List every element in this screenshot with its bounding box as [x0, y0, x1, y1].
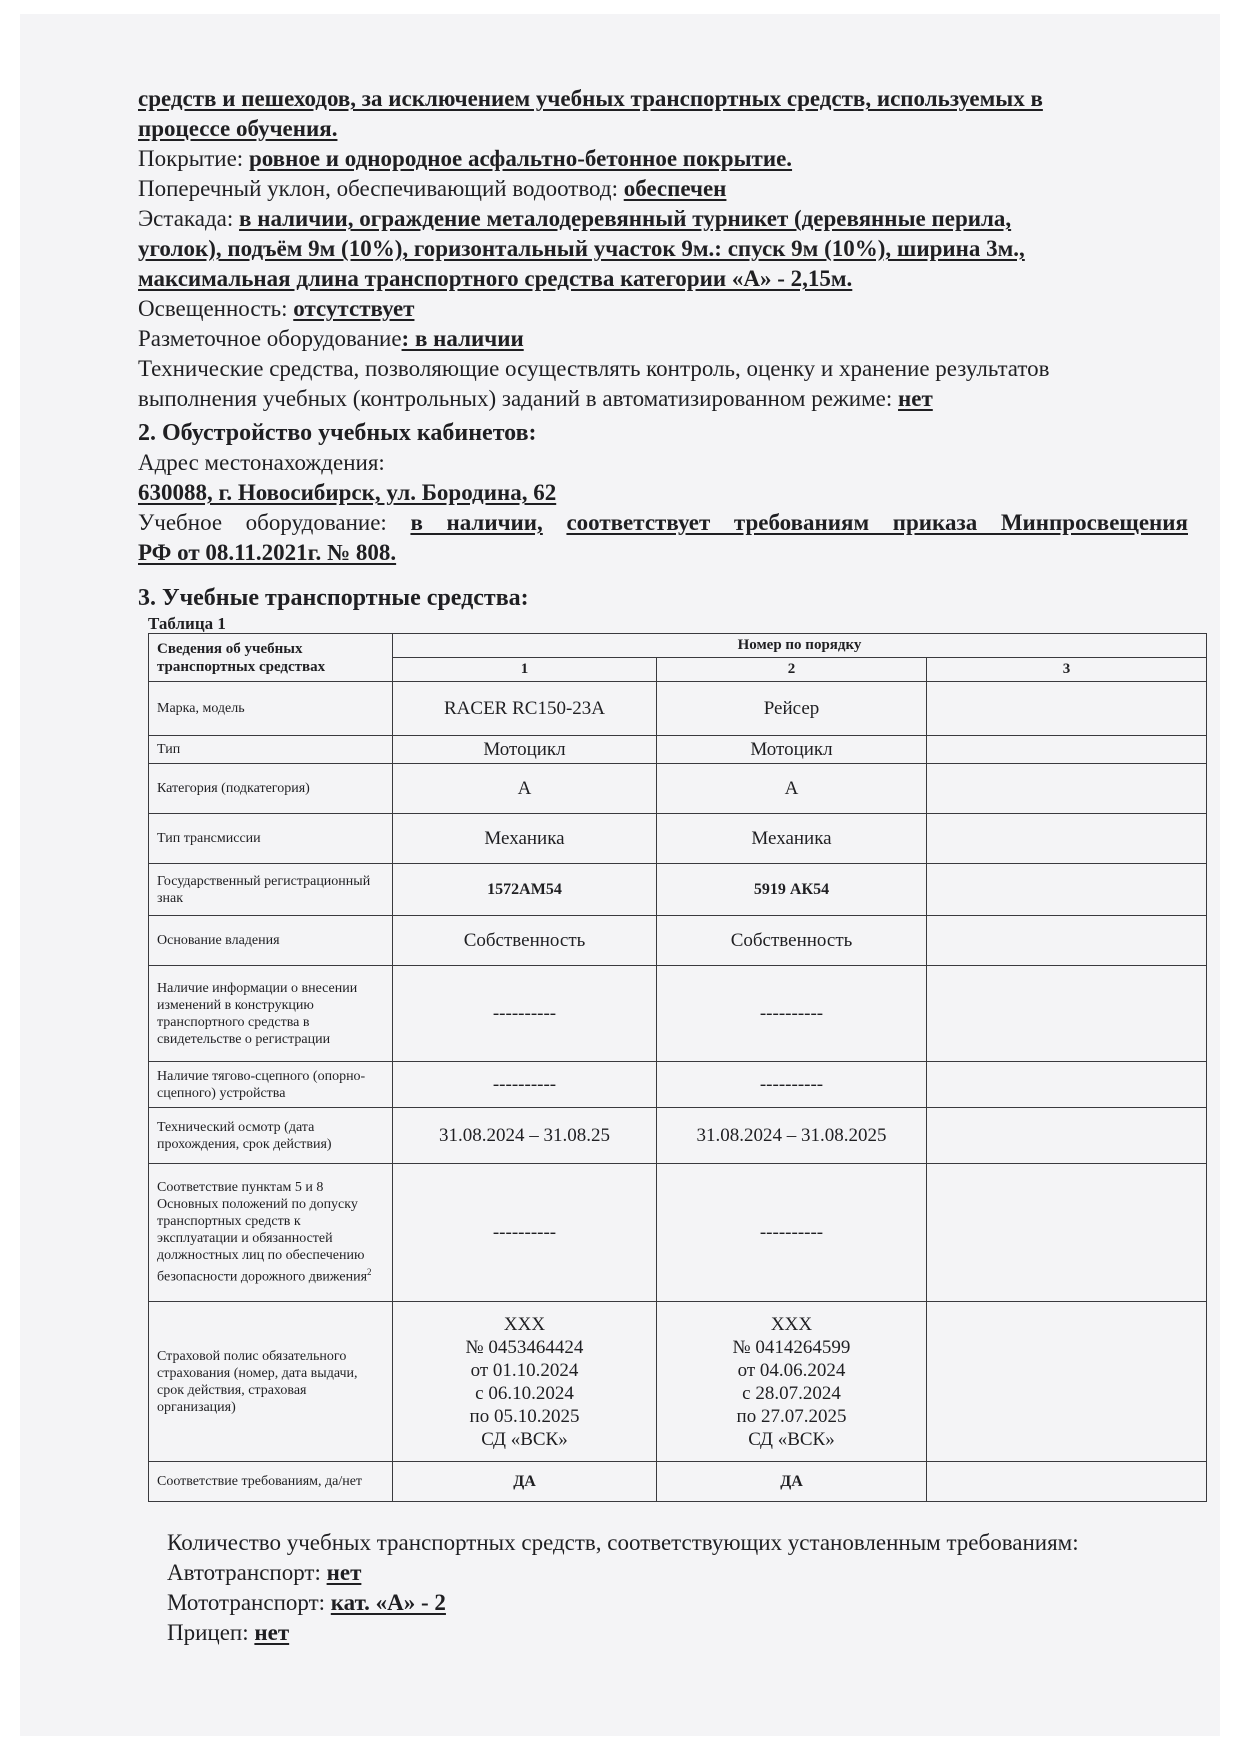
cell: 31.08.2024 – 31.08.25 [393, 1108, 657, 1164]
road-conditions-block [138, 84, 1188, 414]
text-line: средств и пешеходов, за исключением учебных транспортных средств, используемых в [138, 86, 1043, 111]
cell: Мотоцикл [393, 736, 657, 764]
text-line: процессе обучения. [138, 116, 338, 141]
moto-label: Мототранспорт: [167, 1590, 326, 1615]
row-label: Основание владения [149, 916, 393, 966]
lighting-value: отсутствует [293, 296, 415, 321]
row-label-text: Соответствие пунктам 5 и 8 Основных положений по допуску транспортных средств к эксплуатации и обязанностей должностных лиц по обеспечению безопасности дорожного движения [157, 1180, 368, 1285]
vehicles-table [148, 633, 1207, 1502]
overpass-value-2: уголок), подъём 9м (10%), горизонтальный участок 9м.: спуск 9м (10%), ширина 3м., [138, 236, 1025, 261]
marking-label: Разметочное оборудование [138, 326, 402, 351]
policy-line: по 27.07.2025 [736, 1405, 847, 1427]
cell: ---------- [393, 1164, 657, 1302]
column-header-3: 3 [927, 658, 1207, 682]
section-3-heading: 3. Учебные транспортные средства: [138, 585, 529, 611]
coating-line [138, 144, 1188, 174]
tech-label: выполнения учебных (контрольных) заданий в автоматизированном режиме: [138, 386, 893, 411]
policy-line: с 06.10.2024 [475, 1382, 574, 1404]
cell: А [393, 764, 657, 814]
cell [927, 736, 1207, 764]
cell: Мотоцикл [657, 736, 927, 764]
cell: ---------- [657, 966, 927, 1062]
auto-line [167, 1558, 1207, 1588]
equipment-value-1: в наличии, [410, 510, 543, 535]
cell: ДА [393, 1462, 657, 1502]
cell: 5919 АК54 [657, 864, 927, 916]
coating-label: Покрытие: [138, 146, 244, 171]
policy-line: от 04.06.2024 [737, 1359, 846, 1381]
cell: Рейсер [657, 682, 927, 736]
cell: RACER RC150-23A [393, 682, 657, 736]
address-label: Адрес местонахождения: [138, 450, 385, 475]
slope-line [138, 174, 1188, 204]
tech-value: нет [898, 386, 933, 411]
cell [927, 1164, 1207, 1302]
table-row [149, 1164, 1207, 1302]
cell [927, 1062, 1207, 1108]
cell: Собственность [657, 916, 927, 966]
overpass-line [138, 204, 1188, 234]
row-label: Тип [149, 736, 393, 764]
auto-value: нет [326, 1560, 362, 1585]
trailer-label: Прицеп: [167, 1620, 249, 1645]
cell: ---------- [393, 966, 657, 1062]
cell [927, 916, 1207, 966]
cell: ---------- [657, 1164, 927, 1302]
lighting-label: Освещенность: [138, 296, 288, 321]
equipment-line [138, 508, 1188, 538]
policy-line: № 0414264599 [732, 1336, 851, 1358]
header-label: Сведения об учебных транспортных средствах [149, 634, 393, 682]
moto-value: кат. «А» - 2 [330, 1590, 446, 1615]
table-row [149, 682, 1207, 736]
column-header-1: 1 [393, 658, 657, 682]
policy-line: № 0453464424 [465, 1336, 584, 1358]
cell [927, 682, 1207, 736]
moto-line [167, 1588, 1207, 1618]
row-label: Страховой полис обязательного страхования (номер, дата выдачи, срок действия, страховая организация) [149, 1302, 393, 1462]
trailer-line [167, 1618, 1207, 1648]
table-caption: Таблица 1 [148, 614, 226, 633]
cell: А [657, 764, 927, 814]
row-label: Категория (подкатегория) [149, 764, 393, 814]
table-row [149, 916, 1207, 966]
header-group: Номер по порядку [393, 634, 1207, 658]
table-header-row [149, 634, 1207, 658]
tech-line-1: Технические средства, позволяющие осуществлять контроль, оценку и хранение результатов [138, 356, 1050, 381]
marking-value: : в наличии [401, 326, 524, 351]
slope-label: Поперечный уклон, обеспечивающий водоотвод: [138, 176, 618, 201]
row-label: Государственный регистрационный знак [149, 864, 393, 916]
table-row [149, 1462, 1207, 1502]
cell [927, 966, 1207, 1062]
policy-line: по 05.10.2025 [469, 1405, 580, 1427]
overpass-value: в наличии, ограждение металодеревянный турникет (деревянные перила, [239, 206, 1012, 231]
row-label: Марка, модель [149, 682, 393, 736]
tech-line-2 [138, 384, 1188, 414]
policy-line: ХХХ [770, 1313, 813, 1335]
cell [927, 1302, 1207, 1462]
row-label: Соответствие требованиям, да/нет [149, 1462, 393, 1502]
trailer-value: нет [254, 1620, 290, 1645]
summary-block [167, 1528, 1207, 1648]
cell [927, 764, 1207, 814]
cell [927, 864, 1207, 916]
cell: 31.08.2024 – 31.08.2025 [657, 1108, 927, 1164]
policy-line: СД «ВСК» [748, 1428, 835, 1450]
row-label: Технический осмотр (дата прохождения, срок действия) [149, 1108, 393, 1164]
section-2 [138, 418, 1188, 568]
column-header-2: 2 [657, 658, 927, 682]
cell [927, 1108, 1207, 1164]
table-row [149, 1062, 1207, 1108]
equipment-label: Учебное оборудование: [138, 510, 387, 535]
coating-value: ровное и однородное асфальтно-бетонное покрытие. [248, 146, 793, 171]
policy-line: от 01.10.2024 [470, 1359, 579, 1381]
marking-line [138, 324, 1188, 354]
row-label [149, 1164, 393, 1302]
auto-label: Автотранспорт: [167, 1560, 321, 1585]
table-row [149, 1302, 1207, 1462]
cell [657, 1302, 927, 1462]
table-row [149, 814, 1207, 864]
cell: Механика [657, 814, 927, 864]
section-2-heading: 2. Обустройство учебных кабинетов: [138, 420, 537, 446]
cell [927, 814, 1207, 864]
table-row [149, 736, 1207, 764]
cell: Механика [393, 814, 657, 864]
cell: ---------- [657, 1062, 927, 1108]
row-label: Тип трансмиссии [149, 814, 393, 864]
policy-line: ХХХ [503, 1313, 546, 1335]
section-3 [138, 583, 1188, 613]
equipment-value-3: РФ от 08.11.2021г. № 808. [138, 540, 397, 565]
cell [927, 1462, 1207, 1502]
cell [393, 1302, 657, 1462]
table-row [149, 864, 1207, 916]
row-label: Наличие тягово-сцепного (опорно-сцепного) устройства [149, 1062, 393, 1108]
cell: ДА [657, 1462, 927, 1502]
overpass-value-3: максимальная длина транспортного средства категории «А» - 2,15м. [138, 266, 853, 291]
row-label: Наличие информации о внесении изменений в конструкцию транспортного средства в свидетельстве о регистрации [149, 966, 393, 1062]
lighting-line [138, 294, 1188, 324]
slope-value: обеспечен [623, 176, 727, 201]
table-row [149, 764, 1207, 814]
footnote-marker: 2 [367, 1267, 372, 1278]
address-value: 630088, г. Новосибирск, ул. Бородина, 62 [138, 480, 557, 505]
cell: Собственность [393, 916, 657, 966]
policy-line: СД «ВСК» [481, 1428, 568, 1450]
equipment-value-2: соответствует требованиям приказа Минпросвещения [566, 510, 1188, 535]
table-row [149, 1108, 1207, 1164]
count-line: Количество учебных транспортных средств, соответствующих установленным требованиям: [167, 1530, 1079, 1555]
cell: 1572АМ54 [393, 864, 657, 916]
cell: ---------- [393, 1062, 657, 1108]
overpass-label: Эстакада: [138, 206, 234, 231]
policy-line: с 28.07.2024 [742, 1382, 841, 1404]
table-row [149, 966, 1207, 1062]
